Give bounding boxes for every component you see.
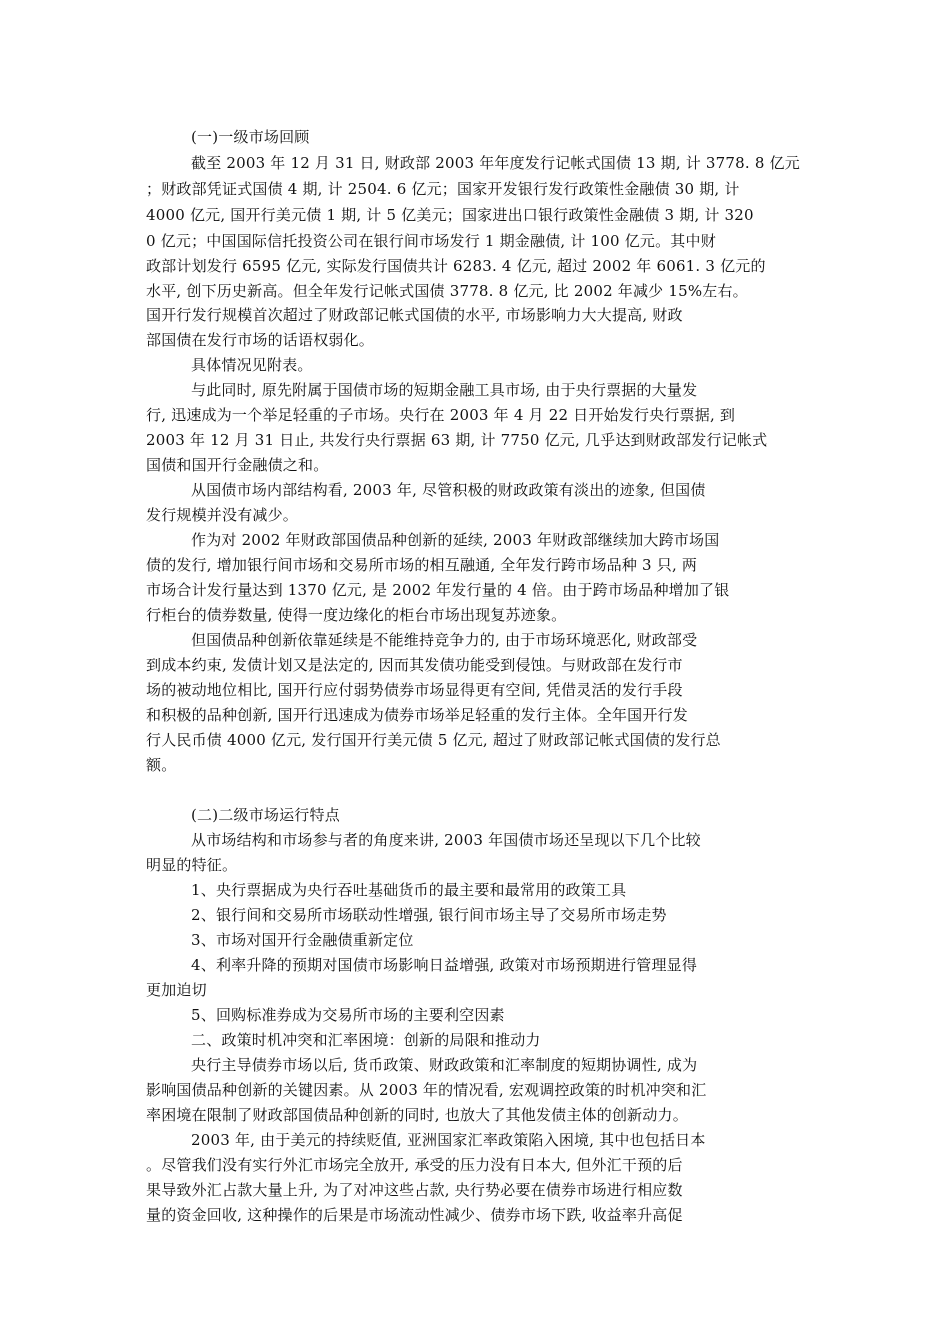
text-line: 市场合计发行量达到 1370 亿元, 是 2002 年发行量的 4 倍。由于跨市场品种增加了银 (146, 581, 730, 599)
text-line: 2003 年 12 月 31 日止, 共发行央行票据 63 期, 计 7750 亿元, 几乎达到财政部发行记帐式 (146, 431, 768, 449)
text-line: 场的被动地位相比, 国开行应付弱势债券市场显得更有空间, 凭借灵活的发行手段 (146, 681, 683, 699)
section-heading-secondary-market: (二)二级市场运行特点 (191, 806, 340, 824)
section-heading-primary-market: (一)一级市场回顾 (191, 128, 310, 146)
text-line: 量的资金回收, 这种操作的后果是市场流动性减少、债券市场下跌, 收益率升高促 (146, 1206, 683, 1224)
text-line: 率困境在限制了财政部国债品种创新的同时, 也放大了其他发债主体的创新动力。 (146, 1106, 688, 1124)
text-line: 从市场结构和市场参与者的角度来讲, 2003 年国债市场还呈现以下几个比较 (191, 831, 701, 849)
text-line: 4000 亿元, 国开行美元债 1 期, 计 5 亿美元；国家进出口银行政策性金融债 3 期, 计 320 (146, 206, 754, 224)
text-line: 国债和国开行金融债之和。 (146, 456, 329, 474)
section-heading-policy: 二、政策时机冲突和汇率困境：创新的局限和推动力 (191, 1031, 541, 1049)
text-line: 行, 迅速成为一个举足轻重的子市场。央行在 2003 年 4 月 22 日开始发行央行票据, 到 (146, 406, 736, 424)
text-line: 与此同时, 原先附属于国债市场的短期金融工具市场, 由于央行票据的大量发 (191, 381, 698, 399)
text-line: 从国债市场内部结构看, 2003 年, 尽管积极的财政政策有淡出的迹象, 但国债 (191, 481, 706, 499)
text-line: 国开行发行规模首次超过了财政部记帐式国债的水平, 市场影响力大大提高, 财政 (146, 306, 683, 324)
list-item-continued: 更加迫切 (146, 981, 207, 999)
list-item: 2、银行间和交易所市场联动性增强, 银行间市场主导了交易所市场走势 (191, 906, 667, 924)
text-line: 部国债在发行市场的话语权弱化。 (146, 331, 375, 349)
text-line: 但国债品种创新依靠延续是不能维持竞争力的, 由于市场环境恶化, 财政部受 (191, 631, 698, 649)
text-line: 债的发行, 增加银行间市场和交易所市场的相互融通, 全年发行跨市场品种 3 只, 两 (146, 556, 698, 574)
text-line: 行人民币债 4000 亿元, 发行国开行美元债 5 亿元, 超过了财政部记帐式国债的发行总 (146, 731, 721, 749)
text-line: 截至 2003 年 12 月 31 日, 财政部 2003 年年度发行记帐式国债 13 期, 计 3778. 8 亿元 (191, 154, 800, 172)
text-line: 0 亿元；中国国际信托投资公司在银行间市场发行 1 期金融债, 计 100 亿元。其中财 (146, 232, 716, 250)
text-line: 。尽管我们没有实行外汇市场完全放开, 承受的压力没有日本大, 但外汇干预的后 (146, 1156, 683, 1174)
text-line: 央行主导债券市场以后, 货币政策、财政政策和汇率制度的短期协调性, 成为 (191, 1056, 698, 1074)
text-line: 2003 年, 由于美元的持续贬值, 亚洲国家汇率政策陷入困境, 其中也包括日本 (191, 1131, 706, 1149)
text-line: 作为对 2002 年财政部国债品种创新的延续, 2003 年财政部继续加大跨市场国 (191, 531, 720, 549)
text-line: 政部计划发行 6595 亿元, 实际发行国债共计 6283. 4 亿元, 超过 2002 年 6061. 3 亿元的 (146, 257, 766, 275)
list-item: 3、市场对国开行金融债重新定位 (191, 931, 414, 949)
text-line: 发行规模并没有减少。 (146, 506, 299, 524)
text-line: 影响国债品种创新的关键因素。从 2003 年的情况看, 宏观调控政策的时机冲突和汇 (146, 1081, 707, 1099)
text-line: 行柜台的债券数量, 使得一度边缘化的柜台市场出现复苏迹象。 (146, 606, 567, 624)
text-line: 果导致外汇占款大量上升, 为了对冲这些占款, 央行势必要在债券市场进行相应数 (146, 1181, 683, 1199)
text-line: 到成本约束, 发债计划又是法定的, 因而其发债功能受到侵蚀。与财政部在发行市 (146, 656, 683, 674)
text-line: ；财政部凭证式国债 4 期, 计 2504. 6 亿元；国家开发银行发行政策性金融债 30 期, 计 (146, 180, 740, 198)
text-line: 和积极的品种创新, 国开行迅速成为债券市场举足轻重的发行主体。全年国开行发 (146, 706, 688, 724)
list-item: 4、利率升降的预期对国债市场影响日益增强, 政策对市场预期进行管理显得 (191, 956, 698, 974)
text-line: 明显的特征。 (146, 856, 238, 874)
text-line: 水平, 创下历史新高。但全年发行记帐式国债 3778. 8 亿元, 比 2002 年减少 15%左右。 (146, 282, 748, 300)
text-line: 额。 (146, 756, 177, 774)
list-item: 1、央行票据成为央行吞吐基础货币的最主要和最常用的政策工具 (191, 881, 627, 899)
list-item: 5、回购标准券成为交易所市场的主要利空因素 (191, 1006, 505, 1024)
text-line: 具体情况见附表。 (191, 356, 313, 374)
